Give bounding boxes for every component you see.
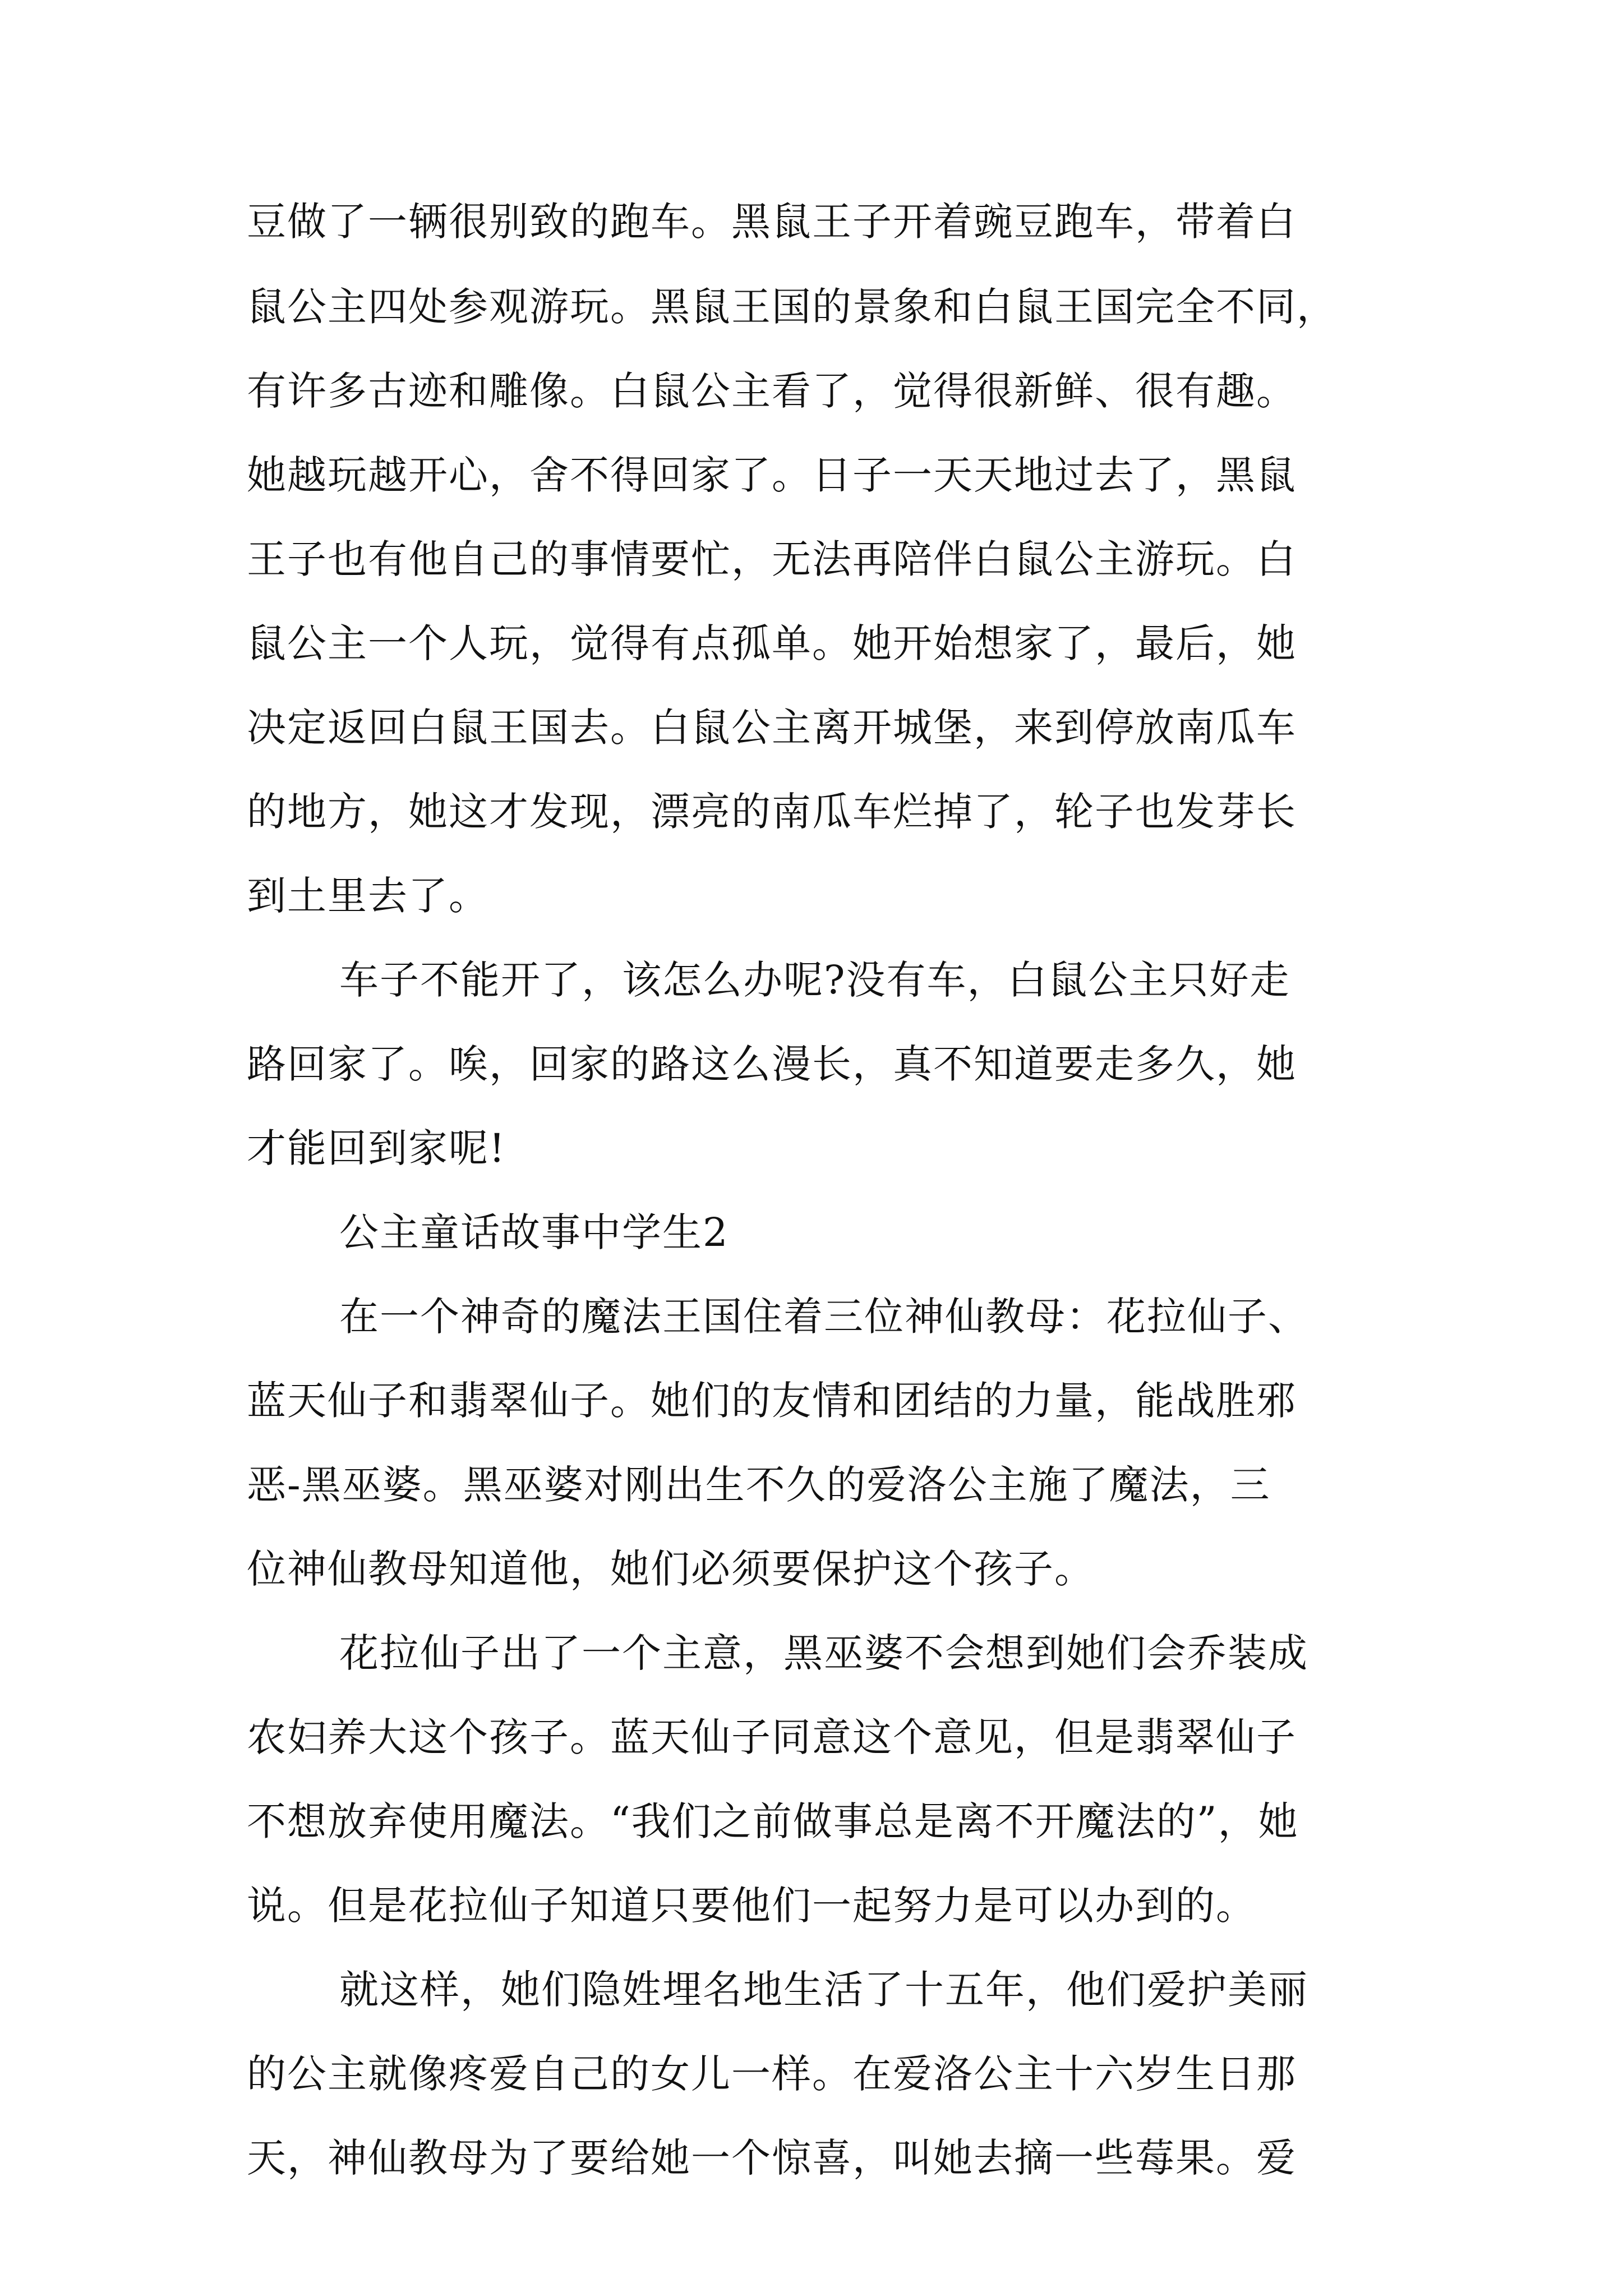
paragraph-first-line: 花拉仙子出了一个主意，黑巫婆不会想到她们会乔装成 [339,1630,1308,1676]
text-line: 说。但是花拉仙子知道只要他们一起努力是可以办到的。 [247,1883,1256,1929]
text-line: 王子也有他自己的事情要忙，无法再陪伴白鼠公主游玩。白 [247,536,1297,582]
text-line: 农妇养大这个孩子。蓝天仙子同意这个意见，但是翡翠仙子 [247,1714,1297,1760]
section-heading: 公主童话故事中学生2 [339,1209,729,1255]
text-line: 不想放弃使用魔法。“我们之前做事总是离不开魔法的”，她 [247,1798,1299,1844]
text-line: 恶-黑巫婆。黑巫婆对刚出生不久的爱洛公主施了魔法，三 [247,1462,1271,1508]
text-line: 才能回到家呢! [247,1125,506,1171]
text-line: 路回家了。唉，回家的路这么漫长，真不知道要走多久，她 [247,1041,1297,1087]
text-line: 到土里去了。 [247,873,489,919]
paragraph-first-line: 车子不能开了，该怎么办呢?没有车，白鼠公主只好走 [339,957,1290,1003]
text-line: 鼠公主一个人玩，觉得有点孤单。她开始想家了，最后，她 [247,620,1297,666]
text-line: 位神仙教母知道他，她们必须要保护这个孩子。 [247,1546,1095,1592]
text-line: 有许多古迹和雕像。白鼠公主看了，觉得很新鲜、很有趣。 [247,368,1297,414]
text-line: 的地方，她这才发现，漂亮的南瓜车烂掉了，轮子也发芽长 [247,789,1297,835]
paragraph-first-line: 就这样，她们隐姓埋名地生活了十五年，他们爱护美丽 [339,1967,1308,2013]
text-line: 豆做了一辆很别致的跑车。黑鼠王子开着豌豆跑车，带着白 [247,199,1297,245]
text-line: 决定返回白鼠王国去。白鼠公主离开城堡，来到停放南瓜车 [247,705,1297,751]
text-line: 的公主就像疼爱自己的女儿一样。在爱洛公主十六岁生日那 [247,2051,1297,2097]
text-line: 鼠公主四处参观游玩。黑鼠王国的景象和白鼠王国完全不同， [247,284,1337,330]
text-line: 蓝天仙子和翡翠仙子。她们的友情和团结的力量，能战胜邪 [247,1378,1297,1424]
paragraph-first-line: 在一个神奇的魔法王国住着三位神仙教母：花拉仙子、 [339,1294,1308,1340]
text-line: 天，神仙教母为了要给她一个惊喜，叫她去摘一些莓果。爱 [247,2135,1297,2181]
text-line: 她越玩越开心，舍不得回家了。日子一天天地过去了，黑鼠 [247,452,1297,498]
